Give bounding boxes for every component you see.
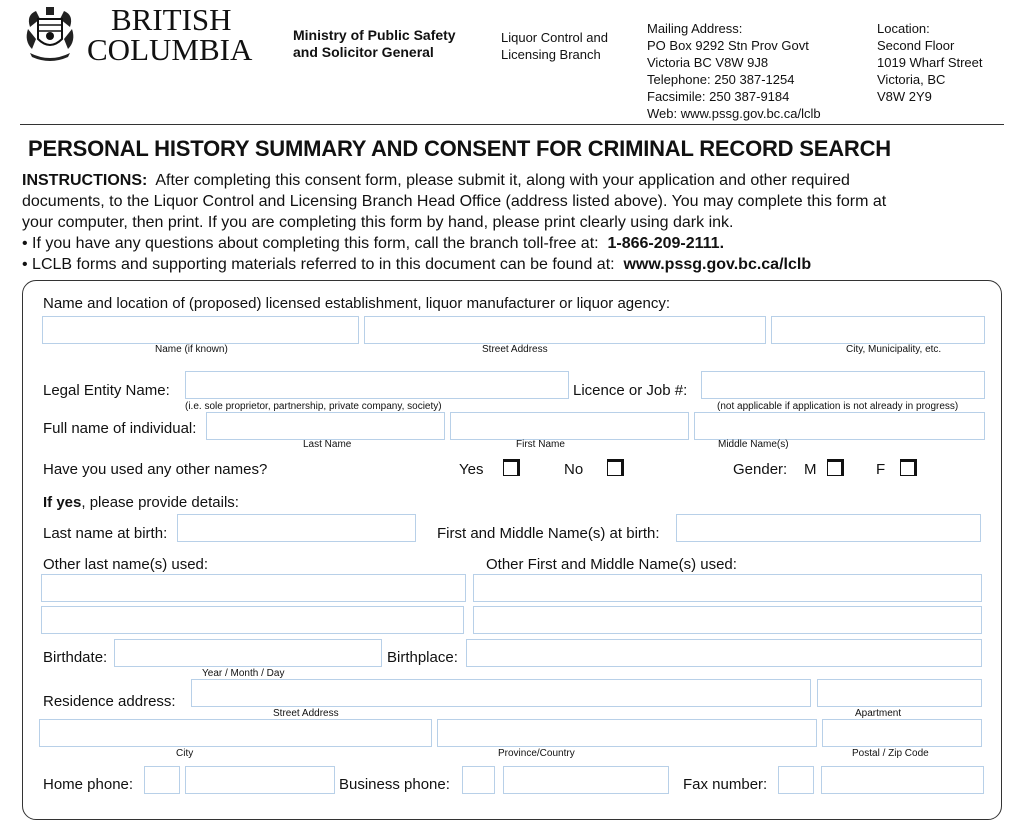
business-phone-label: Business phone: bbox=[339, 776, 450, 793]
residence-postal-field[interactable] bbox=[822, 719, 982, 747]
last-name-sublabel: Last Name bbox=[303, 439, 352, 450]
no-label: No bbox=[564, 461, 584, 478]
yes-checkbox[interactable] bbox=[503, 459, 520, 476]
ministry-name: Ministry of Public Safety and Solicitor General bbox=[293, 27, 456, 60]
residence-street-field[interactable] bbox=[191, 679, 811, 707]
header-divider bbox=[20, 124, 1004, 125]
first-name-sublabel: First Name bbox=[516, 439, 565, 450]
last-birth-field[interactable] bbox=[177, 514, 416, 542]
gender-f-checkbox[interactable] bbox=[900, 459, 917, 476]
licence-label: Licence or Job #: bbox=[573, 382, 688, 399]
fax-number-field[interactable] bbox=[821, 766, 984, 794]
birthdate-field[interactable] bbox=[114, 639, 382, 667]
residence-province-field[interactable] bbox=[437, 719, 817, 747]
instructions: INSTRUCTIONS: After completing this consent form, please submit it, along with your application and other required documents, to the Liquor Control and Licensing Branch Head Office (address listed above). You may complete this form at your computer, then print. If you are completing this form by hand, please print clearly using dark ink. • If you have any questions about completing this form, call the branch toll-free at: 1-866-209-2111. • LCLB forms and supporting materials referred to in this document can be found at: www.pssg.gov.bc.ca/lclb bbox=[22, 172, 887, 273]
establishment-name-field[interactable] bbox=[42, 316, 359, 344]
gender-f-label: F bbox=[876, 461, 886, 478]
street-sublabel: Street Address bbox=[273, 708, 339, 719]
first-birth-field[interactable] bbox=[676, 514, 981, 542]
residence-city-field[interactable] bbox=[39, 719, 432, 747]
logo-text-british: BRITISH bbox=[111, 2, 232, 37]
other-last-label: Other last name(s) used: bbox=[43, 556, 209, 573]
business-phone-area-field[interactable] bbox=[462, 766, 495, 794]
last-birth-label: Last name at birth: bbox=[43, 525, 168, 542]
other-names-question: Have you used any other names? bbox=[43, 461, 268, 478]
legal-entity-label: Legal Entity Name: bbox=[43, 382, 170, 399]
birthdate-sublabel: Year / Month / Day bbox=[202, 668, 285, 679]
other-first-field-1[interactable] bbox=[473, 574, 982, 602]
city-sublabel: City bbox=[176, 748, 194, 759]
gender-m-checkbox[interactable] bbox=[827, 459, 844, 476]
establishment-name-sublabel: Name (if known) bbox=[155, 344, 228, 355]
branch-name: Liquor Control and Licensing Branch bbox=[501, 30, 608, 62]
apartment-sublabel: Apartment bbox=[855, 708, 902, 719]
middle-name-field[interactable] bbox=[694, 412, 985, 440]
home-phone-label: Home phone: bbox=[43, 776, 134, 793]
first-name-field[interactable] bbox=[450, 412, 689, 440]
birthplace-label: Birthplace: bbox=[387, 649, 458, 666]
other-first-label: Other First and Middle Name(s) used: bbox=[486, 556, 737, 573]
birthplace-field[interactable] bbox=[466, 639, 982, 667]
logo-text-columbia: COLUMBIA bbox=[87, 32, 253, 67]
home-phone-number-field[interactable] bbox=[185, 766, 335, 794]
home-phone-area-field[interactable] bbox=[144, 766, 180, 794]
establishment-label: Name and location of (proposed) licensed establishment, liquor manufacturer or liquor agency: bbox=[43, 295, 671, 312]
residence-apartment-field[interactable] bbox=[817, 679, 982, 707]
province-sublabel: Province/Country bbox=[498, 748, 575, 759]
first-birth-label: First and Middle Name(s) at birth: bbox=[437, 525, 660, 542]
residence-label: Residence address: bbox=[43, 693, 176, 710]
business-phone-number-field[interactable] bbox=[503, 766, 669, 794]
if-yes-label: If yes, please provide details: bbox=[43, 494, 239, 511]
location-address: Location: Second Floor 1019 Wharf Street Victoria, BC V8W 2Y9 bbox=[877, 21, 983, 104]
yes-label: Yes bbox=[459, 461, 484, 478]
licence-sublabel: (not applicable if application is not already in progress) bbox=[717, 401, 959, 412]
fax-label: Fax number: bbox=[683, 776, 768, 793]
last-name-field[interactable] bbox=[206, 412, 445, 440]
gender-m-label: M bbox=[804, 461, 817, 478]
establishment-city-sublabel: City, Municipality, etc. bbox=[846, 344, 942, 355]
page-title: PERSONAL HISTORY SUMMARY AND CONSENT FOR CRIMINAL RECORD SEARCH bbox=[28, 136, 891, 161]
other-last-field-2[interactable] bbox=[41, 606, 464, 634]
establishment-street-sublabel: Street Address bbox=[482, 344, 548, 355]
full-name-label: Full name of individual: bbox=[43, 420, 197, 437]
middle-name-sublabel: Middle Name(s) bbox=[718, 439, 789, 450]
bc-crest-logo bbox=[22, 5, 78, 63]
establishment-street-field[interactable] bbox=[364, 316, 766, 344]
other-last-field-1[interactable] bbox=[41, 574, 466, 602]
mailing-address: Mailing Address: PO Box 9292 Stn Prov Govt Victoria BC V8W 9J8 Telephone: 250 387-1254 Facsimile: 250 387-9184 Web: www.pssg.gov.bc.ca/lclb bbox=[647, 21, 821, 121]
legal-entity-sublabel: (i.e. sole proprietor, partnership, private company, society) bbox=[185, 401, 442, 412]
no-checkbox[interactable] bbox=[607, 459, 624, 476]
licence-field[interactable] bbox=[701, 371, 985, 399]
fax-area-field[interactable] bbox=[778, 766, 814, 794]
birthdate-label: Birthdate: bbox=[43, 649, 108, 666]
postal-sublabel: Postal / Zip Code bbox=[852, 748, 929, 759]
gender-label: Gender: bbox=[733, 461, 788, 478]
other-first-field-2[interactable] bbox=[473, 606, 982, 634]
legal-entity-field[interactable] bbox=[185, 371, 569, 399]
establishment-city-field[interactable] bbox=[771, 316, 985, 344]
